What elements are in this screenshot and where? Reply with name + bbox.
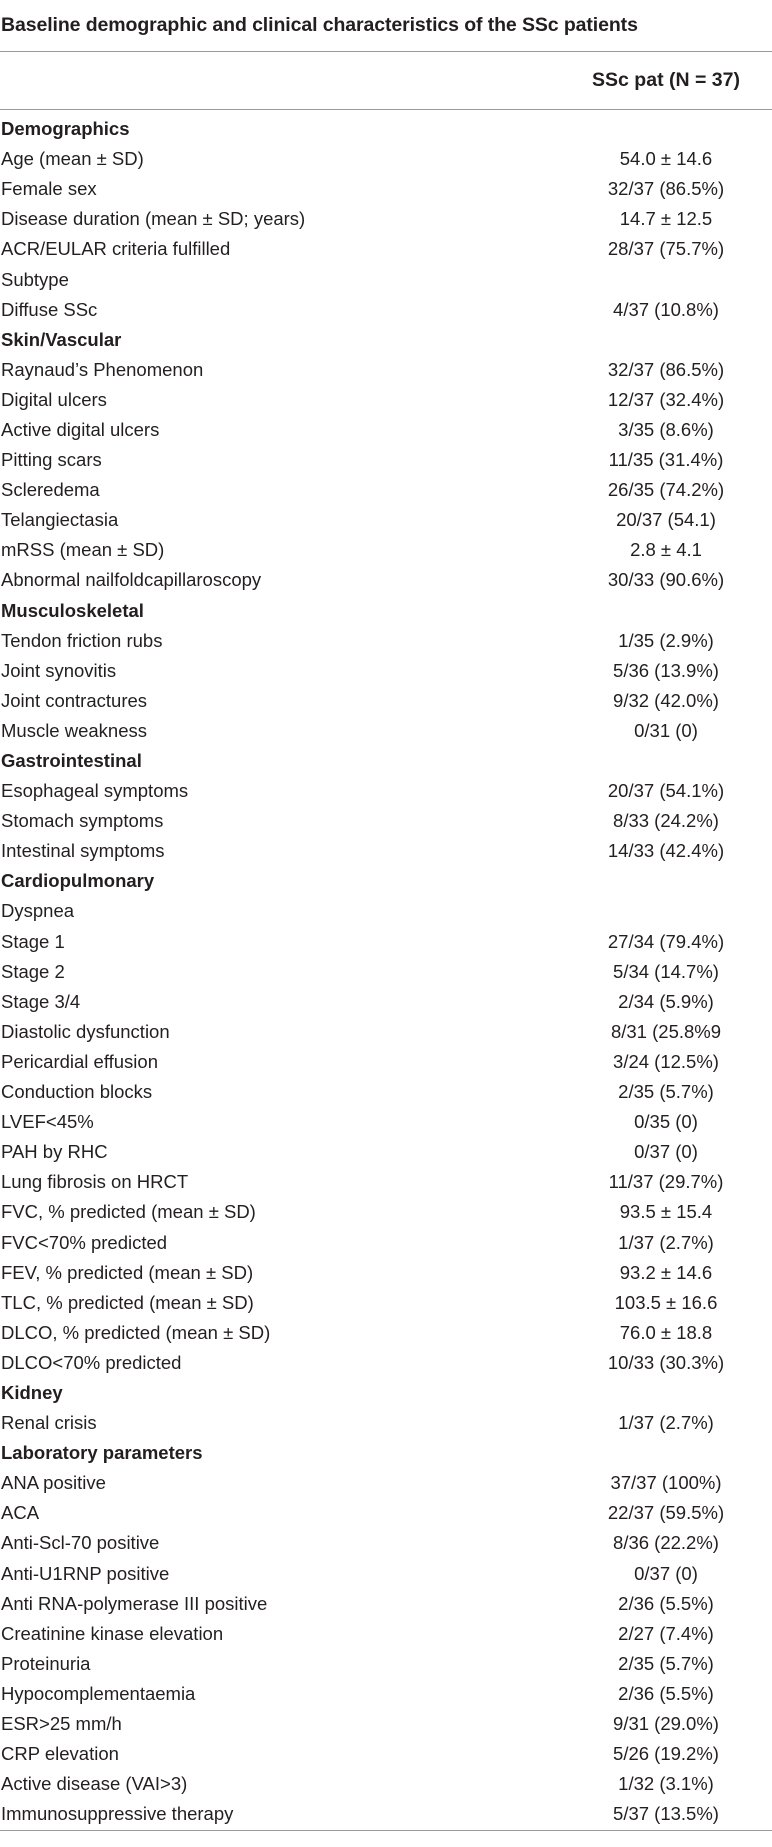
row-value: 2/34 (5.9%) — [618, 990, 714, 1012]
row-label: Joint synovitis — [1, 659, 117, 681]
table-row — [0, 565, 772, 595]
row-label: ACR/EULAR criteria fulfilled — [1, 238, 231, 260]
row-value: 14.7 ± 12.5 — [619, 208, 713, 230]
table-body — [0, 110, 772, 1831]
table-row — [0, 836, 772, 866]
table-row — [0, 1498, 772, 1528]
row-label: FEV, % predicted (mean ± SD) — [1, 1261, 254, 1283]
row-value: 28/37 (75.7%) — [607, 238, 725, 260]
table-row — [0, 1107, 772, 1137]
row-value: 0/35 (0) — [634, 1111, 698, 1133]
table-row — [0, 1077, 772, 1107]
table-row — [0, 234, 772, 264]
table-row — [0, 264, 772, 294]
row-value: 5/26 (19.2%) — [613, 1743, 719, 1765]
table-row — [0, 445, 772, 475]
table-row — [0, 1167, 772, 1197]
row-value: 27/34 (79.4%) — [607, 930, 725, 952]
table-row — [0, 1468, 772, 1498]
section-header-row — [0, 325, 772, 355]
row-label: DLCO, % predicted (mean ± SD) — [1, 1321, 271, 1343]
section-header-row — [0, 866, 772, 896]
row-label: DLCO<70% predicted — [1, 1351, 182, 1373]
table-row — [0, 927, 772, 957]
row-value: 76.0 ± 18.8 — [619, 1321, 713, 1343]
table-row — [0, 806, 772, 836]
row-label: Stage 3/4 — [1, 990, 81, 1012]
row-value: 2/36 (5.5%) — [618, 1682, 714, 1704]
row-label: Abnormal nailfoldcapillaroscopy — [1, 569, 262, 591]
row-value: 93.2 ± 14.6 — [619, 1261, 713, 1283]
table-row — [0, 174, 772, 204]
row-label: Anti RNA-polymerase III positive — [1, 1592, 268, 1614]
table-row — [0, 535, 772, 565]
row-label: Disease duration (mean ± SD; years) — [1, 208, 306, 230]
row-label: Stomach symptoms — [1, 810, 164, 832]
row-value: 9/32 (42.0%) — [613, 689, 719, 711]
row-label: Lung fibrosis on HRCT — [1, 1171, 189, 1193]
row-label: CRP elevation — [1, 1743, 119, 1765]
row-label: Dyspnea — [1, 900, 75, 922]
table-row — [0, 1619, 772, 1649]
row-value: 1/37 (2.7%) — [618, 1231, 714, 1253]
table-row — [0, 1589, 772, 1619]
table-row — [0, 716, 772, 746]
row-value: 5/34 (14.7%) — [613, 960, 719, 982]
row-value: 0/31 (0) — [634, 719, 698, 741]
row-label: Raynaud’s Phenomenon — [1, 358, 204, 380]
table-row — [0, 686, 772, 716]
table-row — [0, 1137, 772, 1167]
table-row — [0, 144, 772, 174]
row-value: 3/35 (8.6%) — [618, 418, 714, 440]
row-value: 20/37 (54.1%) — [607, 780, 725, 802]
row-value: 11/37 (29.7%) — [608, 1171, 724, 1193]
row-label: ANA positive — [1, 1472, 106, 1494]
row-value: 14/33 (42.4%) — [607, 840, 725, 862]
row-label: Creatinine kinase elevation — [1, 1622, 224, 1644]
row-label: Telangiectasia — [1, 509, 119, 531]
row-label: Esophageal symptoms — [1, 780, 189, 802]
table-row — [0, 1197, 772, 1227]
table-row — [0, 656, 772, 686]
row-value: 0/37 (0) — [634, 1141, 698, 1163]
row-value: 5/37 (13.5%) — [613, 1803, 719, 1825]
table-row — [0, 1769, 772, 1799]
table-row — [0, 1649, 772, 1679]
row-label: Proteinuria — [1, 1652, 91, 1674]
table-row — [0, 475, 772, 505]
row-label: Anti-U1RNP positive — [1, 1562, 170, 1584]
row-value: 10/33 (30.3%) — [607, 1351, 725, 1373]
row-value: 1/35 (2.9%) — [618, 629, 714, 651]
section-header-row — [0, 1378, 772, 1408]
table-row — [0, 1709, 772, 1739]
table-row — [0, 776, 772, 806]
section-title: Musculoskeletal — [1, 599, 144, 621]
row-label: TLC, % predicted (mean ± SD) — [1, 1291, 254, 1313]
row-value: 93.5 ± 15.4 — [619, 1201, 713, 1223]
row-label: Conduction blocks — [1, 1081, 153, 1103]
row-label: Hypocomplementaemia — [1, 1682, 196, 1704]
row-label: Muscle weakness — [1, 719, 148, 741]
row-label: Subtype — [1, 268, 69, 290]
row-value: 1/37 (2.7%) — [618, 1412, 714, 1434]
section-header-row — [0, 746, 772, 776]
table-row — [0, 1799, 772, 1829]
row-label: Pericardial effusion — [1, 1050, 158, 1072]
table-row — [0, 1227, 772, 1257]
row-label: ESR>25 mm/h — [1, 1713, 122, 1735]
table-row — [0, 957, 772, 987]
section-title: Skin/Vascular — [1, 328, 122, 350]
section-title: Gastrointestinal — [1, 750, 142, 772]
row-value: 8/36 (22.2%) — [613, 1532, 719, 1554]
row-value: 3/24 (12.5%) — [613, 1050, 719, 1072]
table-row — [0, 295, 772, 325]
section-header-row — [0, 1438, 772, 1468]
table-row — [0, 355, 772, 385]
row-value: 2.8 ± 4.1 — [630, 539, 702, 561]
row-value: 32/37 (86.5%) — [607, 358, 725, 380]
table-row — [0, 1679, 772, 1709]
row-label: Active digital ulcers — [1, 418, 160, 440]
row-value: 103.5 ± 16.6 — [614, 1291, 718, 1313]
table-row — [0, 1017, 772, 1047]
row-value: 37/37 (100%) — [610, 1472, 722, 1494]
row-value: 2/35 (5.7%) — [618, 1081, 714, 1103]
row-value: 2/35 (5.7%) — [618, 1652, 714, 1674]
row-label: ACA — [1, 1502, 40, 1524]
row-value: 0/37 (0) — [634, 1562, 698, 1584]
row-value: 1/32 (3.1%) — [618, 1773, 714, 1795]
row-label: Joint contractures — [1, 689, 148, 711]
table-row — [0, 1047, 772, 1077]
row-label: Age (mean ± SD) — [1, 148, 144, 170]
row-value: 2/36 (5.5%) — [618, 1592, 714, 1614]
table-row — [0, 1288, 772, 1318]
table-row — [0, 1739, 772, 1769]
row-label: Scleredema — [1, 479, 100, 501]
row-value: 30/33 (90.6%) — [607, 569, 725, 591]
row-value: 9/31 (29.0%) — [613, 1713, 719, 1735]
row-label: Pitting scars — [1, 449, 102, 471]
table-row — [0, 1318, 772, 1348]
row-label: FVC, % predicted (mean ± SD) — [1, 1201, 256, 1223]
row-label: Intestinal symptoms — [1, 840, 165, 862]
row-label: Diffuse SSc — [1, 298, 98, 320]
table-row — [0, 1559, 772, 1589]
row-value: 4/37 (10.8%) — [613, 298, 719, 320]
table-row — [0, 896, 772, 926]
section-title: Laboratory parameters — [1, 1442, 203, 1464]
table-row — [0, 626, 772, 656]
section-title: Demographics — [1, 118, 130, 140]
row-label: Renal crisis — [1, 1412, 97, 1434]
row-label: FVC<70% predicted — [1, 1231, 168, 1253]
table-caption: Baseline demographic and clinical characteristics of the SSc patients — [0, 0, 772, 52]
row-value: 8/33 (24.2%) — [613, 810, 719, 832]
section-header-row — [0, 596, 772, 626]
row-label: mRSS (mean ± SD) — [1, 539, 165, 561]
row-label: Stage 1 — [1, 930, 65, 952]
row-label: Anti-Scl-70 positive — [1, 1532, 160, 1554]
row-label: LVEF<45% — [1, 1111, 94, 1133]
row-value: 12/37 (32.4%) — [607, 388, 725, 410]
row-value: 11/35 (31.4%) — [608, 449, 724, 471]
row-value: 26/35 (74.2%) — [607, 479, 725, 501]
table-row — [0, 415, 772, 445]
table-row — [0, 385, 772, 415]
row-value: 5/36 (13.9%) — [613, 659, 719, 681]
table-row — [0, 505, 772, 535]
row-value: 22/37 (59.5%) — [607, 1502, 725, 1524]
section-title: Kidney — [1, 1381, 63, 1403]
row-value: 2/27 (7.4%) — [618, 1622, 714, 1644]
row-label: Female sex — [1, 178, 97, 200]
row-label: Digital ulcers — [1, 388, 107, 410]
row-label: Active disease (VAI>3) — [1, 1773, 188, 1795]
table-row — [0, 1408, 772, 1438]
table-row — [0, 987, 772, 1017]
table-row — [0, 1258, 772, 1288]
table-row — [0, 1348, 772, 1378]
table-row — [0, 204, 772, 234]
table-row — [0, 1528, 772, 1558]
row-label: PAH by RHC — [1, 1141, 108, 1163]
row-label: Diastolic dysfunction — [1, 1020, 170, 1042]
row-value: 54.0 ± 14.6 — [619, 148, 713, 170]
row-value: 32/37 (86.5%) — [607, 178, 725, 200]
section-title: Cardiopulmonary — [1, 870, 155, 892]
row-label: Immunosuppressive therapy — [1, 1803, 234, 1825]
section-header-row — [0, 114, 772, 144]
row-label: Tendon friction rubs — [1, 629, 163, 651]
table-header-row — [0, 52, 772, 110]
column-header-ssc-patients: SSc pat (N = 37) — [592, 69, 740, 91]
row-value: 8/31 (25.8%9 — [610, 1020, 722, 1042]
row-label: Stage 2 — [1, 960, 65, 982]
row-value: 20/37 (54.1) — [616, 509, 716, 531]
